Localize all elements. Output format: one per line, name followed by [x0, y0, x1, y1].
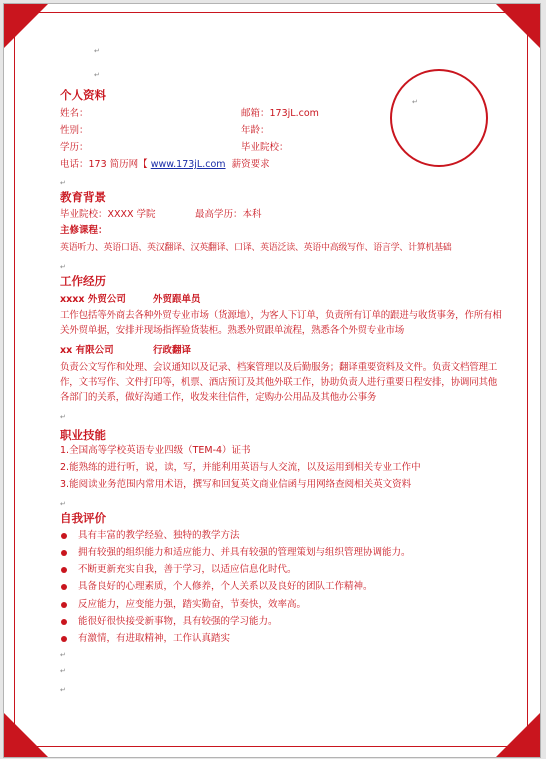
paragraph-mark-icon: ↵	[94, 71, 100, 79]
evaluation-item: 能很好很快接受新事物，具有较强的学习能力。	[78, 616, 278, 628]
bullet-dot-icon	[61, 533, 67, 539]
courses-heading: 主修课程：	[60, 225, 108, 236]
graduate-school-line: 毕业院校：XXXX 学院	[60, 209, 156, 220]
evaluation-item: 反应能力，应变能力强，踏实勤奋，节奏快，效率高。	[78, 599, 306, 611]
bullet-dot-icon	[61, 567, 67, 573]
courses-list: 英语听力、英语口语、英汉翻译、汉英翻译、口译、英语泛读、英语中高级写作、语言学、计算机基础	[60, 243, 452, 253]
highest-degree-line: 最高学历：本科	[195, 209, 262, 220]
bullet-dot-icon	[61, 619, 67, 625]
paragraph-mark-icon: ↵	[60, 263, 66, 271]
work-experience-heading: 工作经历	[60, 274, 106, 288]
salary-label: 薪资要求	[231, 159, 270, 170]
email-field	[241, 108, 319, 120]
job2-description: 负责公文写作和处理、会议通知以及记录、档案管理以及后勤服务；翻译重要资料及文件。负责文档管理工作，文书写作、文件打印等，机票、酒店预订及其他外联工作，协助负责人进行重要日程安排，协调同其他各部门的关系，做好沟通工作，收发来往信件，定购办公用品及其他办公事务	[60, 362, 498, 403]
education-heading: 教育背景	[60, 190, 106, 204]
job1-description: 工作包括等外商去各种外贸专业市场（货源地），为客人下订单，负责所有订单的跟进与收货事务，作所有相关外贸单据，安排并现场指挥验货装柜。熟悉外贸跟单流程，熟悉各个外贸专业市场	[60, 310, 502, 336]
school-label: 毕业院校：	[241, 142, 289, 153]
name-label: 姓名：	[60, 108, 89, 119]
skill-item: 3.能阅读业务范围内常用术语，撰写和回复英文商业信函与用网络查阅相关英文资料	[60, 479, 412, 490]
degree-label: 学历：	[60, 142, 89, 153]
bullet-dot-icon	[61, 602, 67, 608]
bullet-dot-icon	[61, 550, 67, 556]
age-label: 年龄：	[241, 125, 270, 136]
paragraph-mark-icon: ↵	[60, 667, 66, 675]
job1-company: xxxx 外贸公司	[60, 294, 126, 305]
email-label: 邮箱：	[241, 108, 270, 119]
self-evaluation-heading: 自我评价	[60, 511, 106, 525]
paragraph-mark-icon: ↵	[60, 500, 66, 508]
evaluation-item: 具备良好的心理素质，个人修养，个人关系以及良好的团队工作精神。	[78, 581, 373, 593]
paragraph-mark-icon: ↵	[60, 686, 66, 694]
job1-title: 外贸跟单员	[153, 294, 201, 305]
photo-placeholder-circle	[390, 69, 488, 167]
phone-label: 电话：	[60, 159, 89, 170]
bullet-dot-icon	[61, 584, 67, 590]
paragraph-mark-icon: ↵	[60, 651, 66, 659]
paragraph-mark-icon: ↵	[412, 98, 418, 106]
job2-title: 行政翻译	[153, 345, 192, 356]
skill-item: 1.全国高等学校英语专业四级（TEM-4）证书	[60, 445, 251, 456]
bullet-dot-icon	[61, 636, 67, 642]
gender-label: 性别：	[60, 125, 89, 136]
email-value: 173jL.com	[269, 108, 319, 119]
personal-info-heading: 个人资料	[60, 88, 106, 102]
website-link[interactable]: www.173jL.com	[150, 159, 226, 170]
evaluation-item: 有激情，有进取精神，工作认真踏实	[78, 633, 230, 645]
paragraph-mark-icon: ↵	[60, 413, 66, 421]
phone-line	[60, 159, 270, 171]
evaluation-item: 拥有较强的组织能力和适应能力、并具有较强的管理策划与组织管理协调能力。	[78, 547, 411, 559]
resume-page	[3, 3, 541, 758]
job2-company: xx 有限公司	[60, 345, 114, 356]
skill-item: 2.能熟练的进行听，说，读，写，并能利用英语与人交流，以及运用到相关专业工作中	[60, 462, 421, 473]
paragraph-mark-icon: ↵	[94, 47, 100, 55]
evaluation-item: 不断更新充实自我，善于学习，以适应信息化时代。	[78, 564, 297, 576]
phone-value: 173 简历网【	[88, 159, 148, 170]
paragraph-mark-icon: ↵	[60, 179, 66, 187]
skills-heading: 职业技能	[60, 428, 106, 442]
evaluation-item: 具有丰富的教学经验、独特的教学方法	[78, 530, 240, 542]
